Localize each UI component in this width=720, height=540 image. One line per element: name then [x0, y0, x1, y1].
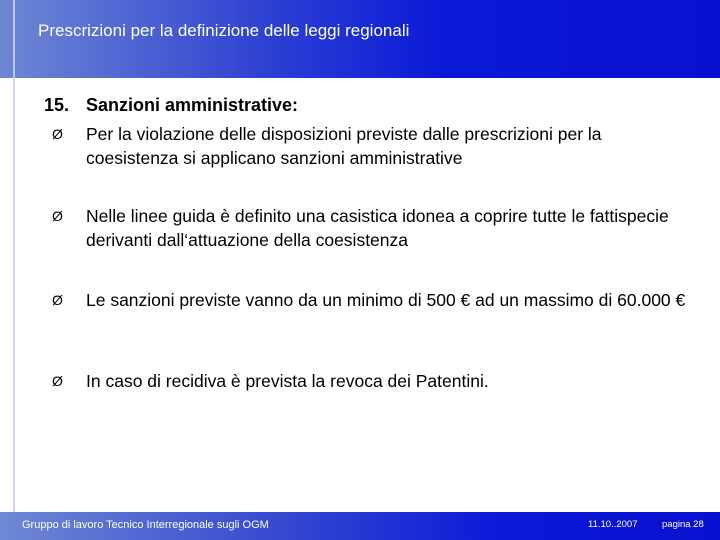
footer-date: 11.10..2007	[588, 519, 638, 530]
arrow-bullet-icon: Ø	[52, 126, 63, 142]
bullet-item	[44, 204, 694, 252]
left-vertical-rule	[13, 0, 15, 540]
title-bar-rule	[13, 0, 15, 78]
footer-page-number: pagina 28	[662, 519, 704, 530]
arrow-bullet-icon: Ø	[52, 208, 63, 224]
bullet-item	[44, 122, 694, 170]
title-bar	[0, 0, 720, 78]
footer-group-name: Gruppo di lavoro Tecnico Interregionale sugli OGM	[22, 519, 269, 531]
bullet-text: Per la violazione delle disposizioni previste dalle prescrizioni per la coesistenza si applicano sanzioni amministrative	[86, 124, 602, 168]
section-heading-text: Sanzioni amministrative:	[86, 95, 299, 115]
bullet-text: Le sanzioni previste vanno da un minimo di 500 € ad un massimo di 60.000 €	[86, 290, 686, 310]
bullet-text: In caso di recidiva è prevista la revoca dei Patentini.	[86, 371, 489, 391]
arrow-bullet-icon: Ø	[52, 292, 63, 308]
section-number: 15.	[44, 95, 70, 115]
bullet-text: Nelle linee guida è definito una casistica idonea a coprire tutte le fattispecie derivanti dall‘attuazione della coesistenza	[86, 206, 669, 250]
arrow-bullet-icon: Ø	[52, 373, 63, 389]
slide-title: Prescrizioni per la definizione delle leggi regionali	[38, 21, 410, 40]
bullet-item	[44, 369, 694, 393]
section-heading	[44, 95, 298, 116]
bullet-item	[44, 288, 694, 312]
